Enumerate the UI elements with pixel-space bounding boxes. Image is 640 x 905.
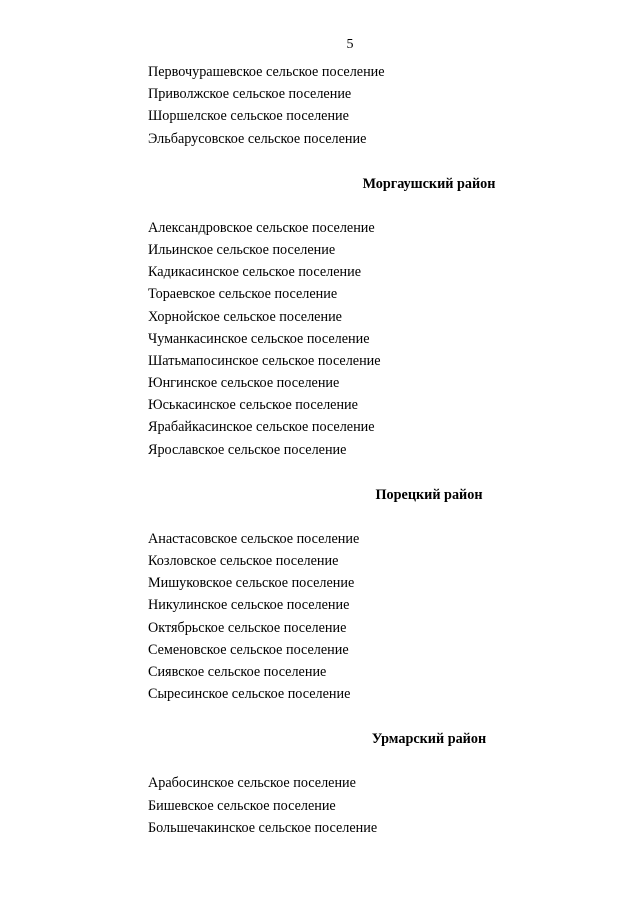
list-item: Чуманкасинское сельское поселение xyxy=(148,330,370,347)
list-item: Ярабайкасинское сельское поселение xyxy=(148,419,375,436)
list-item: Юнгинское сельское поселение xyxy=(148,375,340,392)
page-number: 5 xyxy=(346,37,354,52)
list-item: Мишуковское сельское поселение xyxy=(148,575,355,592)
district-section-poretsky xyxy=(148,484,580,706)
district-section-urmarsky xyxy=(148,728,580,839)
list-item: Юськасинское сельское поселение xyxy=(148,397,358,414)
list-item: Приволжское сельское поселение xyxy=(148,86,352,103)
district-section-morgaushsky xyxy=(148,173,580,461)
list-item: Арабосинское сельское поселение xyxy=(148,775,356,792)
district-heading: Урмарский район xyxy=(371,731,487,748)
list-item: Бишевское сельское поселение xyxy=(148,797,336,814)
list-item: Никулинское сельское поселение xyxy=(148,597,350,614)
list-item: Ярославское сельское поселение xyxy=(148,441,347,458)
list-item: Анастасовское сельское поселение xyxy=(148,530,360,547)
list-item: Шоршелское сельское поселение xyxy=(148,108,349,125)
list-item: Тораевское сельское поселение xyxy=(148,286,338,303)
district-heading: Моргаушский район xyxy=(362,175,496,192)
list-item: Александровское сельское поселение xyxy=(148,219,375,236)
list-item: Кадикасинское сельское поселение xyxy=(148,264,361,281)
list-item: Шатьмапосинское сельское поселение xyxy=(148,352,381,369)
list-item: Первочурашевское сельское поселение xyxy=(148,64,385,80)
list-item: Эльбарусовское сельское поселение xyxy=(148,130,367,147)
continued-section xyxy=(148,61,580,150)
list-item: Ильинское сельское поселение xyxy=(148,241,336,258)
list-item: Большечакинское сельское поселение xyxy=(148,819,378,836)
list-item: Козловское сельское поселение xyxy=(148,553,339,569)
list-item: Сиявское сельское поселение xyxy=(148,663,327,680)
list-item: Октябрьское сельское поселение xyxy=(148,619,347,636)
list-item: Хорнойское сельское поселение xyxy=(148,308,342,325)
district-heading: Порецкий район xyxy=(375,486,483,503)
list-item: Сыресинское сельское поселение xyxy=(148,686,351,703)
list-item: Семеновское сельское поселение xyxy=(148,641,349,658)
settlement-list xyxy=(148,61,580,839)
